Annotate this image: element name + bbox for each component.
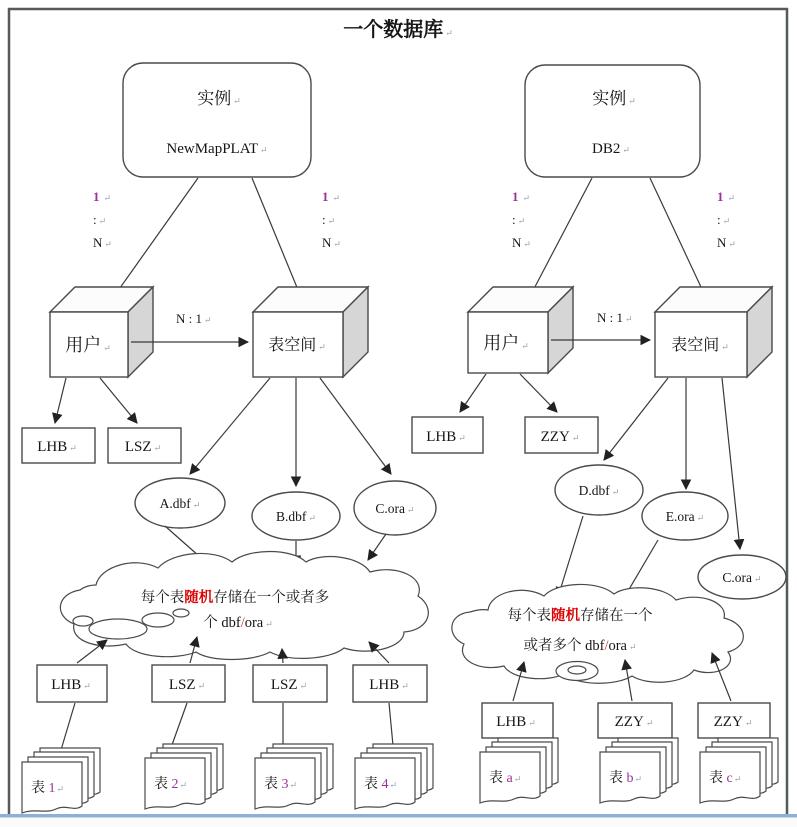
table-stack bbox=[145, 744, 223, 809]
cardinality-one: 1 ↵ bbox=[93, 189, 112, 204]
schema-box-label: ZZY ↵ bbox=[540, 429, 580, 445]
datafile-label: C.ora ↵ bbox=[375, 501, 415, 516]
table-label: 表 c↵ bbox=[709, 771, 742, 786]
arrow-to-cora bbox=[320, 378, 391, 474]
relation-label: N : 1 ↵ bbox=[597, 310, 633, 325]
table-stack bbox=[480, 738, 558, 803]
instance-name: NewMapPLAT ↵ bbox=[166, 141, 268, 157]
cloud-puff bbox=[173, 609, 189, 617]
owner-box-label: LHB ↵ bbox=[369, 677, 409, 693]
table-stack bbox=[600, 738, 678, 803]
cardinality-left bbox=[512, 189, 531, 250]
instance-node bbox=[525, 65, 700, 177]
cardinality-n: N ↵ bbox=[717, 235, 736, 250]
user-cube bbox=[468, 287, 573, 373]
arrow-instance-to-user bbox=[110, 178, 198, 302]
cardinality-n: N ↵ bbox=[512, 235, 531, 250]
diagram-title: 一个数据库 ↵ bbox=[343, 19, 453, 41]
cardinality-colon: : ↵ bbox=[93, 212, 107, 227]
table-stack bbox=[700, 738, 778, 803]
cardinality-colon: : ↵ bbox=[717, 212, 731, 227]
table-label: 表 2↵ bbox=[154, 777, 188, 792]
instance-label: 实例 ↵ bbox=[592, 89, 636, 108]
arrow-to-zzy bbox=[520, 374, 557, 412]
user-cube-label: 用户 ↵ bbox=[65, 335, 111, 355]
cloud-puff bbox=[568, 666, 586, 674]
cloud-text-line1: 每个表随机存储在一个 bbox=[507, 608, 653, 624]
cloud-text-line2: 个 dbf/ora ↵ bbox=[203, 615, 273, 631]
instance-node bbox=[123, 63, 311, 177]
table-stack bbox=[355, 744, 433, 809]
cardinality-one: 1 ↵ bbox=[322, 189, 341, 204]
cardinality-right bbox=[322, 189, 341, 250]
tablespace-cube bbox=[253, 287, 368, 377]
cloud-text-line2: 或者多个 dbf/ora ↵ bbox=[523, 638, 637, 654]
cardinality-colon: : ↵ bbox=[512, 212, 526, 227]
cloud-puff bbox=[89, 619, 147, 639]
arrow-instance-to-tablespace bbox=[650, 178, 708, 302]
owner-box-label: LHB ↵ bbox=[496, 714, 536, 730]
owner-box-label: LSZ ↵ bbox=[168, 677, 206, 693]
arrow-to-lsz bbox=[100, 378, 137, 423]
datafile-label: D.dbf ↵ bbox=[578, 483, 620, 498]
datafile-label: C.ora ↵ bbox=[722, 570, 762, 585]
tablespace-cube bbox=[655, 287, 772, 377]
cardinality-one: 1 ↵ bbox=[717, 189, 736, 204]
section-newmapplat bbox=[22, 63, 436, 813]
user-cube bbox=[50, 287, 153, 377]
schema-box-label: LHB ↵ bbox=[426, 429, 466, 445]
cardinality-n: N ↵ bbox=[322, 235, 341, 250]
table-stack bbox=[255, 744, 333, 809]
datafile-label: E.ora ↵ bbox=[665, 509, 705, 524]
table-label: 表 4↵ bbox=[364, 777, 398, 792]
table-label: 表 b↵ bbox=[609, 771, 643, 786]
owner-box-label: LHB ↵ bbox=[51, 677, 91, 693]
owner-box-label: LSZ ↵ bbox=[270, 677, 308, 693]
instance-name: DB2 ↵ bbox=[592, 141, 630, 157]
tablespace-cube-label: 表空间 ↵ bbox=[268, 337, 326, 354]
cardinality-left bbox=[93, 189, 112, 250]
cardinality-one: 1 ↵ bbox=[512, 189, 531, 204]
relation-label: N : 1 ↵ bbox=[176, 311, 212, 326]
below-page-area bbox=[0, 818, 797, 827]
arrow-instance-to-tablespace bbox=[252, 178, 303, 302]
cloud-puff bbox=[142, 613, 174, 627]
owner-box-label: ZZY ↵ bbox=[713, 714, 753, 730]
schema-box-label: LSZ ↵ bbox=[124, 439, 162, 455]
table-stack bbox=[22, 748, 100, 813]
datafile-label: B.dbf ↵ bbox=[276, 509, 316, 524]
cloud-puff bbox=[73, 616, 93, 626]
tablespace-cube-label: 表空间 ↵ bbox=[671, 337, 729, 354]
section-db2 bbox=[412, 65, 786, 803]
cardinality-right bbox=[717, 189, 736, 250]
user-cube-label: 用户 ↵ bbox=[483, 333, 529, 353]
schema-box-label: LHB ↵ bbox=[37, 439, 77, 455]
table-label: 表 a↵ bbox=[489, 771, 522, 786]
arrow-to-ddbf bbox=[604, 378, 668, 460]
arrow-instance-to-user bbox=[527, 178, 592, 302]
owner-box-label: ZZY ↵ bbox=[614, 714, 654, 730]
arrow-to-adbf bbox=[190, 378, 270, 474]
datafile-label: A.dbf ↵ bbox=[159, 496, 201, 511]
table-label: 表 3↵ bbox=[264, 777, 298, 792]
bottom-rule bbox=[0, 814, 797, 818]
arrow-to-lhb bbox=[460, 374, 486, 412]
arrow-to-lhb bbox=[55, 378, 66, 423]
arrow-file-to-cloud bbox=[368, 534, 386, 560]
instance-label: 实例 ↵ bbox=[197, 89, 241, 108]
table-label: 表 1↵ bbox=[31, 781, 65, 796]
cloud-text-line1: 每个表随机存储在一个或者多 bbox=[140, 590, 330, 606]
cardinality-n: N ↵ bbox=[93, 235, 112, 250]
cardinality-colon: : ↵ bbox=[322, 212, 336, 227]
